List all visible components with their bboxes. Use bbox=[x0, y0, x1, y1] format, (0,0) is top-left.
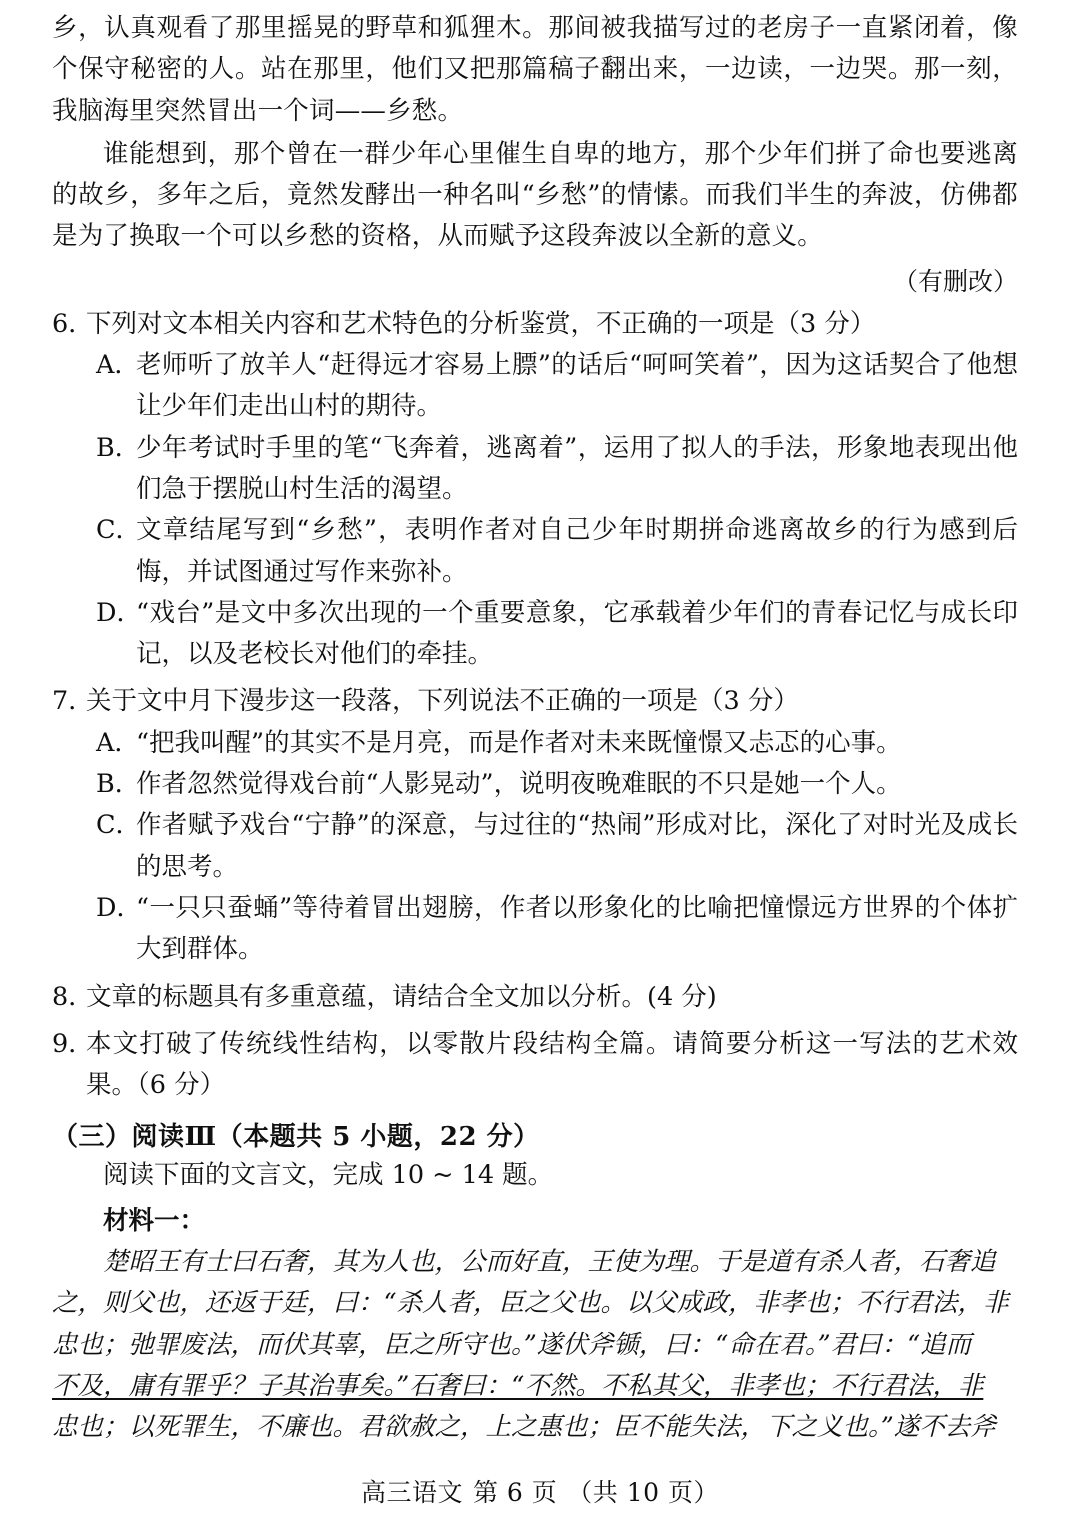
option-text-d: “一只只蚕蛹”等待着冒出翅膀，作者以形象化的比喻把憧憬远方世界的个体扩大到群体。 bbox=[136, 892, 1018, 965]
question-8-number: 8． bbox=[52, 981, 94, 1012]
question-8-stem: 文章的标题具有多重意蕴，请结合全文加以分析。(4 分) bbox=[86, 981, 717, 1012]
question-7 bbox=[52, 681, 1018, 970]
option-text-b: 少年考试时手里的笔“飞奔着，逃离着”，运用了拟人的手法，形象地表现出他们急于摆脱山村生活的渴望。 bbox=[136, 432, 1018, 504]
body-paragraph-2: 谁能想到，那个曾在一群少年心里催生自卑的地方，那个少年们拼了命也要逃离的故乡，多年之后，竟然发酵出一种名叫“乡愁”的情愫。而我们半生的奔波，仿佛都是为了换取一个可以乡愁的资格，从而赋予这段奔波以全新的意义。 bbox=[52, 138, 1018, 252]
footer-page: 第 6 页 bbox=[472, 1478, 558, 1507]
classical-line-5: 忠也；以死罪生，不廉也。君欲赦之，上之惠也；臣不能失法，下之义也。”遂不去斧 bbox=[52, 1412, 996, 1443]
material-label: 材料一： bbox=[103, 1205, 206, 1236]
question-6-option-a bbox=[96, 345, 1018, 428]
option-label-c: C． bbox=[96, 515, 142, 546]
body-paragraph-1: 乡，认真观看了那里摇晃的野草和狐狸木。那间被我描写过的老房子一直紧闭着，像个保守秘密的人。站在那里，他们又把那篇稿子翻出来，一边读，一边哭。那一刻，我脑海里突然冒出一个词——乡愁。 bbox=[52, 13, 1018, 126]
question-7-number: 7． bbox=[52, 686, 94, 717]
option-label-b: B． bbox=[96, 769, 141, 800]
classical-line-2: 之，则父也，还返于廷，曰：“杀人者，臣之父也。以父成政，非孝也；不行君法，非 bbox=[52, 1288, 1009, 1319]
question-9 bbox=[52, 1024, 1018, 1107]
option-text-c: 作者赋予戏台“宁静”的深意，与过往的“热闹”形成对比，深化了对时光及成长的思考。 bbox=[136, 810, 1018, 882]
question-9-stem-row bbox=[52, 1024, 1018, 1107]
question-8-stem-row bbox=[52, 977, 1018, 1018]
option-text-a: 老师听了放羊人“赶得远才容易上膘”的话后“呵呵笑着”，因为这话契合了他想让少年们走出山村的期待。 bbox=[136, 350, 1018, 422]
option-text-d: “戏台”是文中多次出现的一个重要意象，它承载着少年们的青春记忆与成长印记，以及老校长对他们的牵挂。 bbox=[136, 597, 1018, 670]
page-footer bbox=[0, 1473, 1080, 1509]
option-text-a: “把我叫醒”的其实不是月亮，而是作者对未来既憧憬又忐忑的心事。 bbox=[136, 727, 902, 758]
question-7-option-b bbox=[96, 764, 1018, 805]
question-7-stem: 关于文中月下漫步这一段落，下列说法不正确的一项是（3 分） bbox=[86, 686, 799, 717]
option-label-a: A． bbox=[96, 727, 140, 758]
question-6-option-b bbox=[96, 428, 1018, 511]
question-8 bbox=[52, 977, 1018, 1018]
option-label-d: D． bbox=[96, 597, 142, 628]
question-6-option-c bbox=[96, 510, 1018, 593]
question-9-stem: 本文打破了传统线性结构，以零散片段结构全篇。请简要分析这一写法的艺术效果。（6 分） bbox=[86, 1028, 1018, 1101]
question-9-number: 9． bbox=[52, 1028, 94, 1059]
section-title: （三）阅读Ⅲ（本题共 5 小题，22 分） bbox=[52, 1122, 540, 1153]
question-6-stem-row bbox=[52, 304, 1018, 345]
question-7-option-c bbox=[96, 805, 1018, 888]
question-6 bbox=[52, 304, 1018, 676]
question-6-stem: 下列对文本相关内容和艺术特色的分析鉴赏，不正确的一项是（3 分） bbox=[86, 308, 876, 339]
classical-line-4-underlined: 不及，庸有罪乎？子其治事矣。”石奢曰：“不然。不私其父，非孝也；不行君法，非 bbox=[52, 1370, 984, 1401]
option-label-b: B． bbox=[96, 432, 141, 463]
question-7-option-a bbox=[96, 723, 1018, 764]
option-text-c: 文章结尾写到“乡愁”，表明作者对自己少年时期拼命逃离故乡的行为感到后悔，并试图通过写作来弥补。 bbox=[136, 515, 1018, 587]
attribution: （有删改） bbox=[892, 266, 1018, 296]
footer-subject: 高三语文 bbox=[360, 1478, 463, 1507]
classical-line-3: 忠也；弛罪废法，而伏其辜，臣之所守也。”遂伏斧锧，曰：“命在君。”君曰：“追而 bbox=[52, 1329, 972, 1360]
option-label-c: C． bbox=[96, 810, 142, 841]
question-6-option-d bbox=[96, 593, 1018, 676]
question-7-stem-row bbox=[52, 681, 1018, 722]
option-label-d: D． bbox=[96, 892, 142, 923]
option-label-a: A． bbox=[96, 350, 140, 381]
question-7-option-d bbox=[96, 888, 1018, 971]
question-6-number: 6． bbox=[52, 308, 94, 339]
footer-total: （共 10 页） bbox=[567, 1478, 720, 1507]
option-text-b: 作者忽然觉得戏台前“人影晃动”，说明夜晚难眠的不只是她一个人。 bbox=[136, 769, 902, 800]
section-instruction: 阅读下面的文言文，完成 10 ~ 14 题。 bbox=[103, 1160, 554, 1191]
classical-line-1: 楚昭王有士曰石奢，其为人也，公而好直，王使为理。于是道有杀人者，石奢追 bbox=[103, 1247, 996, 1278]
